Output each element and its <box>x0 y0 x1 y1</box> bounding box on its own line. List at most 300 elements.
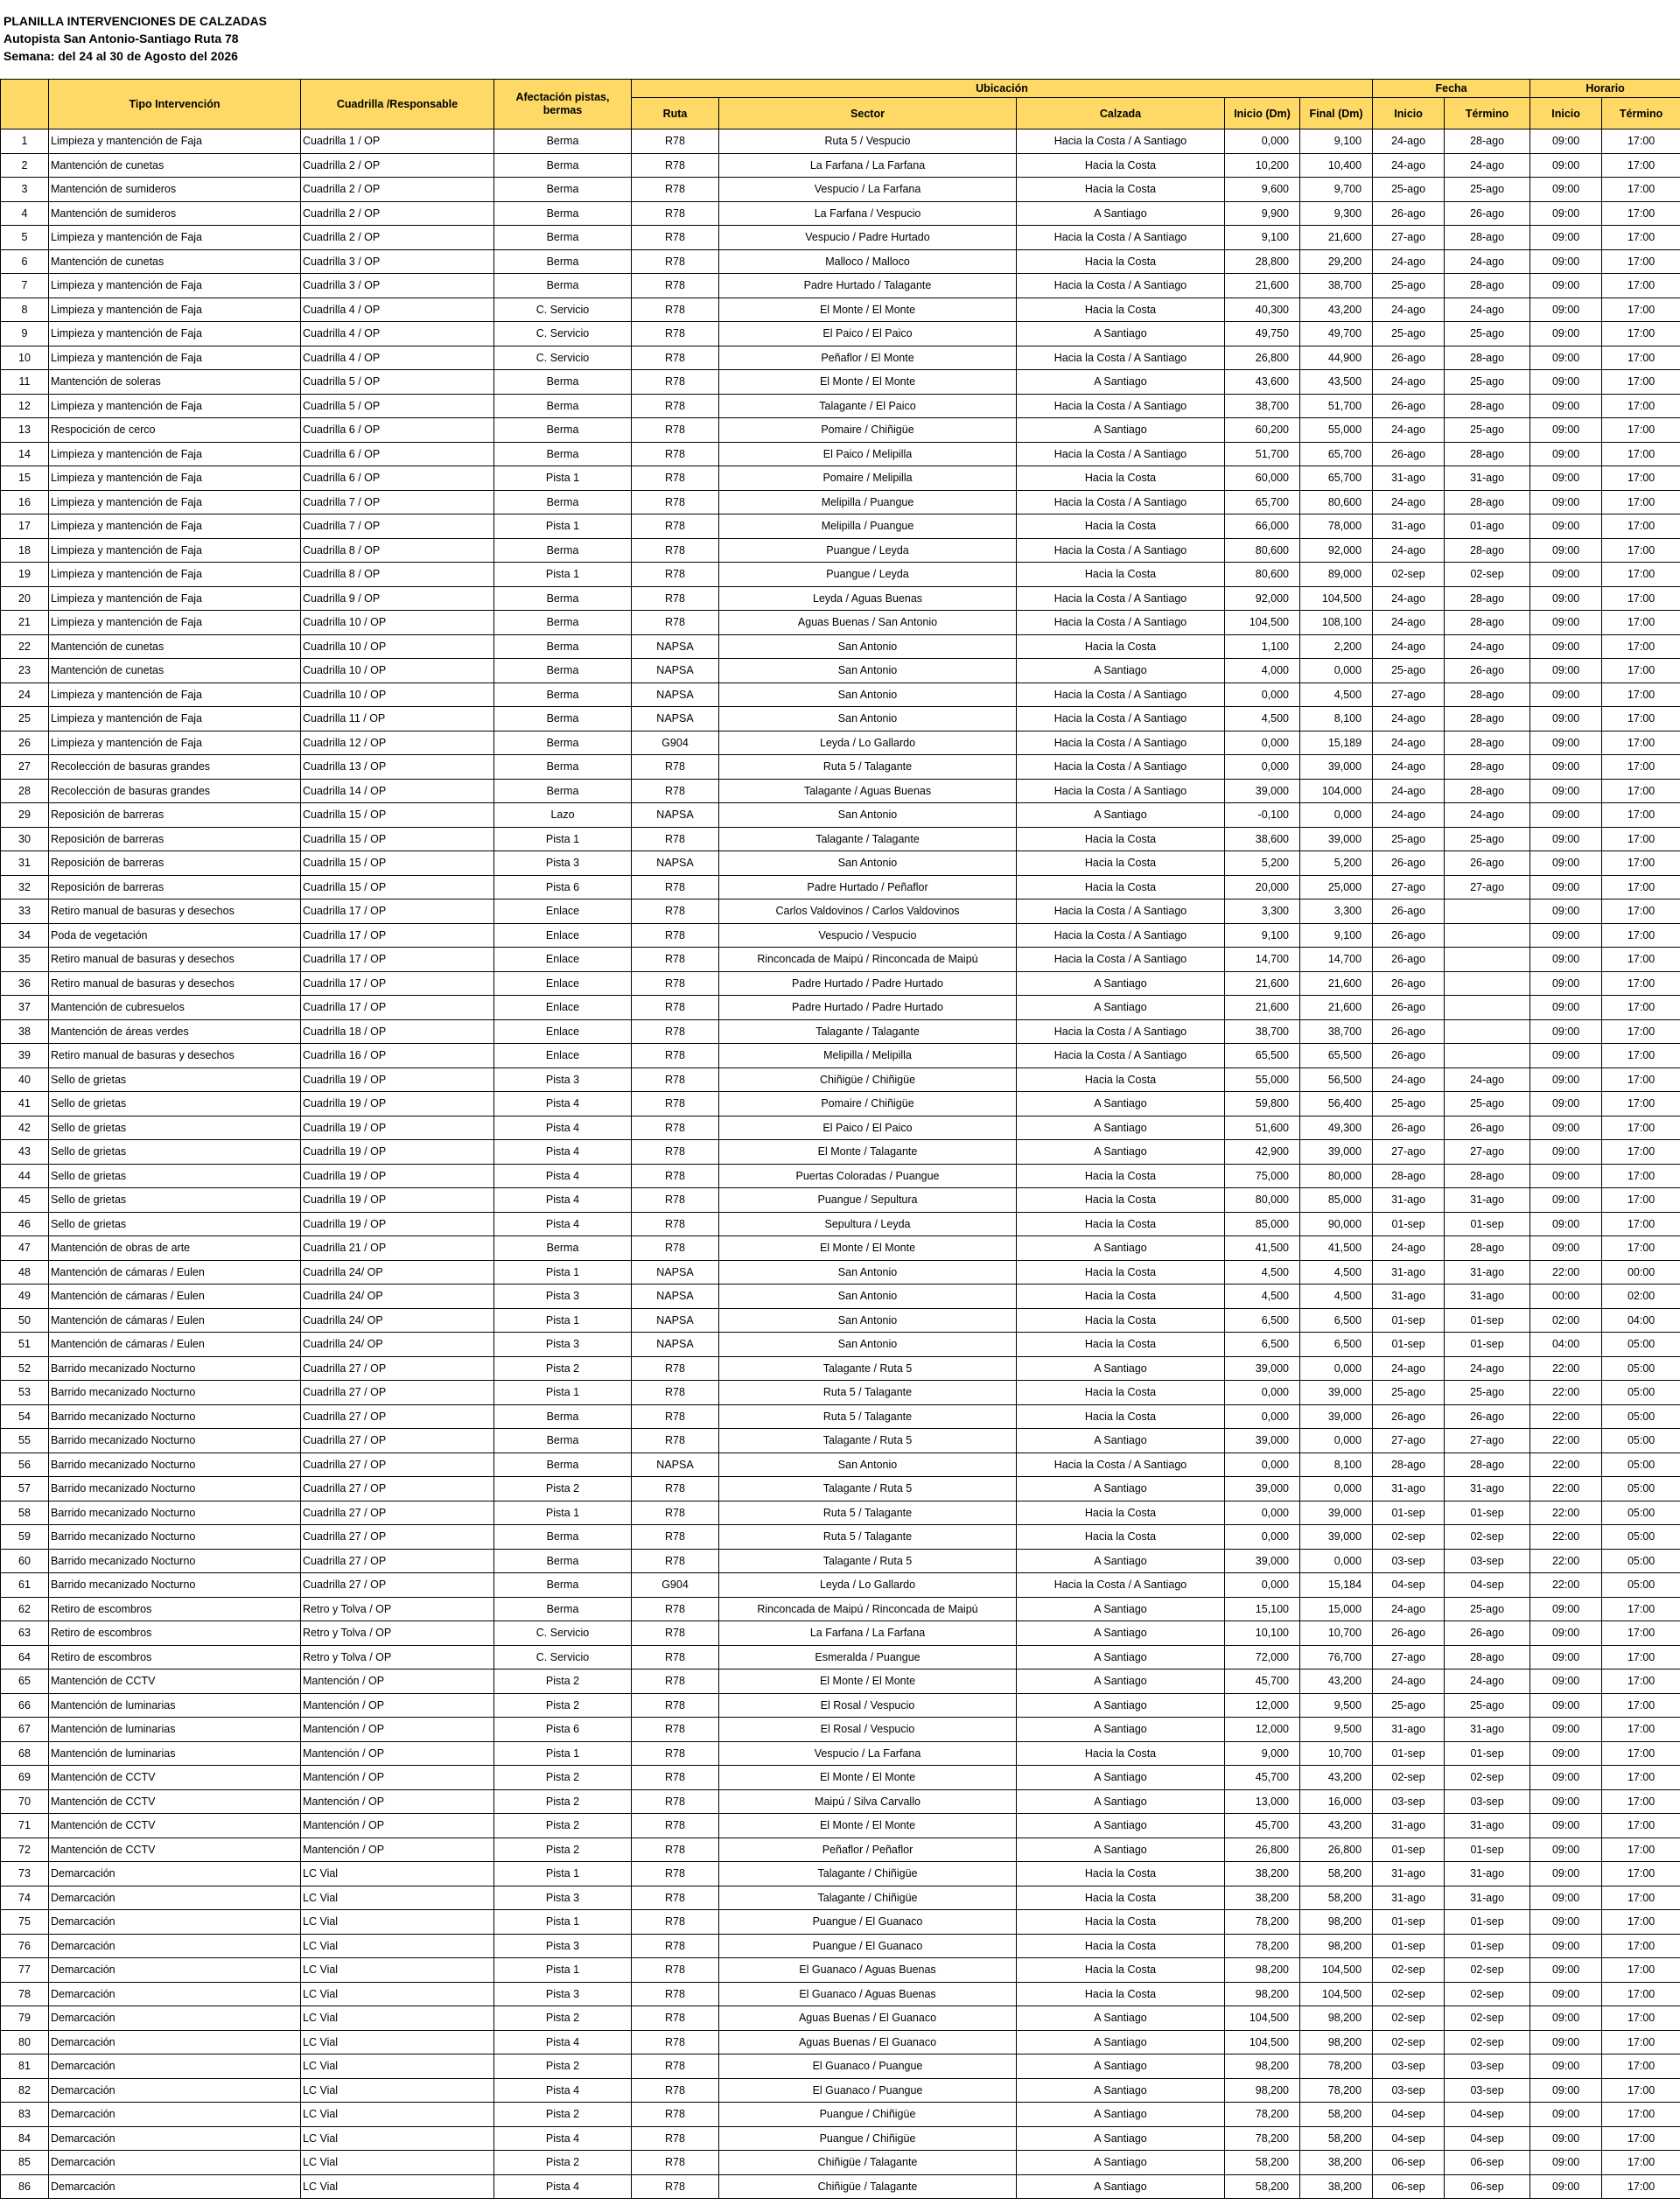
cell-hora-termino: 17:00 <box>1602 611 1680 635</box>
table-row <box>1 827 1680 851</box>
cell-fecha-inicio: 31-ago <box>1373 1718 1445 1742</box>
cell-tipo: Sello de grietas <box>49 1188 301 1213</box>
document-week: Semana: del 24 al 30 de Agosto del 2026 <box>4 49 238 63</box>
cell-afectacion: Pista 4 <box>494 2126 632 2151</box>
cell-inicio-dm: 28,800 <box>1225 249 1300 274</box>
cell-final-dm: 41,500 <box>1300 1236 1373 1261</box>
cell-inicio-dm: 4,500 <box>1225 1260 1300 1284</box>
cell-inicio-dm: 66,000 <box>1225 514 1300 539</box>
cell-sector: Malloco / Malloco <box>719 249 1017 274</box>
cell-final-dm: 26,800 <box>1300 1838 1373 1862</box>
cell-calzada: A Santiago <box>1017 2078 1225 2103</box>
cell-sector: Ruta 5 / Vespucio <box>719 130 1017 154</box>
cell-tipo: Sello de grietas <box>49 1212 301 1236</box>
cell-fecha-termino: 28-ago <box>1445 226 1530 250</box>
cell-fecha-termino: 06-sep <box>1445 2151 1530 2175</box>
cell-sector: Ruta 5 / Talagante <box>719 1501 1017 1525</box>
cell-index: 38 <box>1 1019 49 1044</box>
cell-afectacion: Pista 1 <box>494 1910 632 1935</box>
table-row <box>1 1814 1680 1838</box>
cell-fecha-termino: 25-ago <box>1445 1597 1530 1621</box>
cell-hora-inicio: 22:00 <box>1530 1381 1602 1405</box>
cell-inicio-dm: 42,900 <box>1225 1140 1300 1165</box>
header-hora-inicio: Inicio <box>1530 98 1602 130</box>
cell-hora-inicio: 09:00 <box>1530 611 1602 635</box>
cell-cuadrilla: Cuadrilla 4 / OP <box>301 346 494 370</box>
cell-ruta: R78 <box>632 948 719 972</box>
cell-sector: Puertas Coloradas / Puangue <box>719 1164 1017 1188</box>
cell-fecha-termino: 24-ago <box>1445 634 1530 659</box>
cell-calzada: A Santiago <box>1017 2030 1225 2054</box>
cell-cuadrilla: Cuadrilla 1 / OP <box>301 130 494 154</box>
cell-ruta: G904 <box>632 1573 719 1598</box>
cell-fecha-inicio: 24-ago <box>1373 1597 1445 1621</box>
cell-fecha-termino: 31-ago <box>1445 466 1530 491</box>
cell-fecha-termino: 28-ago <box>1445 538 1530 563</box>
cell-calzada: Hacia la Costa <box>1017 249 1225 274</box>
cell-afectacion: Pista 2 <box>494 2103 632 2127</box>
cell-cuadrilla: Cuadrilla 7 / OP <box>301 490 494 514</box>
cell-hora-termino: 17:00 <box>1602 226 1680 250</box>
table-row <box>1 1766 1680 1790</box>
table-row <box>1 1693 1680 1718</box>
cell-tipo: Demarcación <box>49 2054 301 2079</box>
cell-fecha-inicio: 24-ago <box>1373 779 1445 803</box>
table-row <box>1 490 1680 514</box>
cell-sector: La Farfana / La Farfana <box>719 1621 1017 1646</box>
cell-inicio-dm: 78,200 <box>1225 1934 1300 1958</box>
cell-cuadrilla: LC Vial <box>301 1910 494 1935</box>
cell-hora-termino: 17:00 <box>1602 514 1680 539</box>
cell-sector: Talagante / Aguas Buenas <box>719 779 1017 803</box>
cell-final-dm: 58,200 <box>1300 1886 1373 1910</box>
cell-calzada: A Santiago <box>1017 1718 1225 1742</box>
cell-sector: El Guanaco / Aguas Buenas <box>719 1958 1017 1983</box>
cell-final-dm: 76,700 <box>1300 1645 1373 1670</box>
cell-fecha-termino: 31-ago <box>1445 1718 1530 1742</box>
cell-fecha-inicio: 25-ago <box>1373 178 1445 202</box>
cell-fecha-inicio: 24-ago <box>1373 298 1445 322</box>
cell-inicio-dm: 72,000 <box>1225 1645 1300 1670</box>
cell-ruta: R78 <box>632 1886 719 1910</box>
cell-fecha-termino: 01-sep <box>1445 1501 1530 1525</box>
cell-afectacion: Berma <box>494 1549 632 1573</box>
cell-fecha-inicio: 31-ago <box>1373 1284 1445 1309</box>
cell-final-dm: 78,200 <box>1300 2078 1373 2103</box>
cell-cuadrilla: Cuadrilla 27 / OP <box>301 1501 494 1525</box>
cell-ruta: R78 <box>632 538 719 563</box>
cell-index: 73 <box>1 1862 49 1886</box>
cell-ruta: R78 <box>632 923 719 948</box>
cell-hora-termino: 17:00 <box>1602 803 1680 828</box>
cell-final-dm: 44,900 <box>1300 346 1373 370</box>
cell-index: 34 <box>1 923 49 948</box>
cell-calzada: Hacia la Costa / A Santiago <box>1017 442 1225 466</box>
cell-fecha-termino: 28-ago <box>1445 731 1530 755</box>
cell-final-dm: 0,000 <box>1300 659 1373 683</box>
cell-hora-termino: 17:00 <box>1602 370 1680 395</box>
cell-final-dm: 39,000 <box>1300 1525 1373 1550</box>
cell-final-dm: 10,700 <box>1300 1621 1373 1646</box>
cell-afectacion: C. Servicio <box>494 346 632 370</box>
cell-inicio-dm: 92,000 <box>1225 586 1300 611</box>
cell-inicio-dm: 15,100 <box>1225 1597 1300 1621</box>
cell-sector: El Rosal / Vespucio <box>719 1693 1017 1718</box>
cell-cuadrilla: Cuadrilla 6 / OP <box>301 442 494 466</box>
cell-index: 80 <box>1 2030 49 2054</box>
cell-calzada: Hacia la Costa <box>1017 1982 1225 2006</box>
cell-hora-inicio: 09:00 <box>1530 1068 1602 1092</box>
cell-fecha-termino: 02-sep <box>1445 1958 1530 1983</box>
cell-index: 78 <box>1 1982 49 2006</box>
cell-inicio-dm: 10,200 <box>1225 153 1300 178</box>
cell-cuadrilla: Cuadrilla 27 / OP <box>301 1573 494 1598</box>
cell-sector: San Antonio <box>719 682 1017 707</box>
cell-hora-termino: 17:00 <box>1602 490 1680 514</box>
cell-hora-inicio: 09:00 <box>1530 2078 1602 2103</box>
cell-hora-termino: 17:00 <box>1602 1862 1680 1886</box>
cell-fecha-inicio: 24-ago <box>1373 153 1445 178</box>
cell-inicio-dm: 10,100 <box>1225 1621 1300 1646</box>
cell-hora-termino: 17:00 <box>1602 1670 1680 1694</box>
cell-cuadrilla: Mantención / OP <box>301 1766 494 1790</box>
header-final-dm: Final (Dm) <box>1300 98 1373 130</box>
cell-afectacion: Pista 3 <box>494 1886 632 1910</box>
cell-fecha-inicio: 24-ago <box>1373 130 1445 154</box>
cell-calzada: A Santiago <box>1017 322 1225 346</box>
cell-ruta: G904 <box>632 731 719 755</box>
cell-cuadrilla: LC Vial <box>301 2054 494 2079</box>
cell-afectacion: Berma <box>494 586 632 611</box>
cell-index: 37 <box>1 996 49 1020</box>
cell-final-dm: 43,200 <box>1300 1766 1373 1790</box>
cell-inicio-dm: 38,200 <box>1225 1862 1300 1886</box>
cell-calzada: A Santiago <box>1017 1597 1225 1621</box>
cell-cuadrilla: Cuadrilla 2 / OP <box>301 178 494 202</box>
cell-calzada: A Santiago <box>1017 1621 1225 1646</box>
cell-index: 77 <box>1 1958 49 1983</box>
cell-sector: El Monte / El Monte <box>719 370 1017 395</box>
cell-afectacion: Enlace <box>494 923 632 948</box>
cell-index: 6 <box>1 249 49 274</box>
table-row <box>1 948 1680 972</box>
cell-hora-termino: 05:00 <box>1602 1452 1680 1477</box>
cell-cuadrilla: LC Vial <box>301 2006 494 2031</box>
cell-afectacion: Berma <box>494 731 632 755</box>
cell-inicio-dm: 80,600 <box>1225 563 1300 587</box>
table-row <box>1 659 1680 683</box>
cell-fecha-termino <box>1445 923 1530 948</box>
table-row <box>1 1164 1680 1188</box>
cell-index: 48 <box>1 1260 49 1284</box>
cell-fecha-termino: 06-sep <box>1445 2174 1530 2199</box>
cell-hora-inicio: 09:00 <box>1530 948 1602 972</box>
cell-final-dm: 29,200 <box>1300 249 1373 274</box>
cell-tipo: Mantención de cubresuelos <box>49 996 301 1020</box>
cell-tipo: Limpieza y mantención de Faja <box>49 682 301 707</box>
cell-calzada: Hacia la Costa / A Santiago <box>1017 1019 1225 1044</box>
cell-index: 74 <box>1 1886 49 1910</box>
cell-sector: Chiñigüe / Chiñigüe <box>719 1068 1017 1092</box>
cell-final-dm: 15,189 <box>1300 731 1373 755</box>
cell-hora-inicio: 09:00 <box>1530 178 1602 202</box>
cell-sector: El Monte / El Monte <box>719 1814 1017 1838</box>
cell-fecha-inicio: 26-ago <box>1373 1019 1445 1044</box>
cell-index: 40 <box>1 1068 49 1092</box>
cell-inicio-dm: 39,000 <box>1225 1356 1300 1381</box>
cell-tipo: Mantención de CCTV <box>49 1766 301 1790</box>
cell-index: 7 <box>1 274 49 298</box>
cell-afectacion: Pista 3 <box>494 1333 632 1357</box>
cell-tipo: Retiro manual de basuras y desechos <box>49 948 301 972</box>
cell-index: 41 <box>1 1092 49 1116</box>
cell-sector: El Paico / El Paico <box>719 1116 1017 1140</box>
cell-calzada: A Santiago <box>1017 418 1225 443</box>
cell-cuadrilla: Cuadrilla 19 / OP <box>301 1164 494 1188</box>
cell-fecha-inicio: 26-ago <box>1373 948 1445 972</box>
cell-hora-termino: 17:00 <box>1602 1092 1680 1116</box>
cell-final-dm: 98,200 <box>1300 1910 1373 1935</box>
cell-hora-inicio: 09:00 <box>1530 731 1602 755</box>
cell-index: 21 <box>1 611 49 635</box>
cell-fecha-inicio: 31-ago <box>1373 1814 1445 1838</box>
cell-afectacion: Pista 2 <box>494 1477 632 1502</box>
cell-fecha-termino: 28-ago <box>1445 394 1530 418</box>
cell-tipo: Demarcación <box>49 2126 301 2151</box>
cell-fecha-inicio: 01-sep <box>1373 1333 1445 1357</box>
cell-index: 5 <box>1 226 49 250</box>
cell-ruta: NAPSA <box>632 682 719 707</box>
cell-final-dm: 38,700 <box>1300 1019 1373 1044</box>
cell-hora-inicio: 09:00 <box>1530 466 1602 491</box>
cell-hora-inicio: 09:00 <box>1530 1019 1602 1044</box>
cell-afectacion: Berma <box>494 1597 632 1621</box>
cell-ruta: R78 <box>632 2126 719 2151</box>
cell-fecha-termino: 28-ago <box>1445 442 1530 466</box>
cell-tipo: Mantención de luminarias <box>49 1741 301 1766</box>
cell-afectacion: Pista 3 <box>494 1068 632 1092</box>
cell-tipo: Respocición de cerco <box>49 418 301 443</box>
cell-sector: Leyda / Aguas Buenas <box>719 586 1017 611</box>
cell-sector: San Antonio <box>719 1260 1017 1284</box>
cell-afectacion: Lazo <box>494 803 632 828</box>
cell-fecha-termino: 26-ago <box>1445 659 1530 683</box>
cell-hora-termino: 17:00 <box>1602 682 1680 707</box>
cell-hora-inicio: 09:00 <box>1530 2006 1602 2031</box>
cell-fecha-inicio: 26-ago <box>1373 996 1445 1020</box>
cell-fecha-inicio: 02-sep <box>1373 2006 1445 2031</box>
table-row <box>1 1308 1680 1333</box>
document-title: PLANILLA INTERVENCIONES DE CALZADAS <box>4 14 268 28</box>
cell-fecha-inicio: 25-ago <box>1373 659 1445 683</box>
cell-tipo: Poda de vegetación <box>49 923 301 948</box>
cell-hora-termino: 17:00 <box>1602 1693 1680 1718</box>
cell-index: 56 <box>1 1452 49 1477</box>
cell-hora-termino: 17:00 <box>1602 1140 1680 1165</box>
header-inicio-dm: Inicio (Dm) <box>1225 98 1300 130</box>
cell-fecha-termino: 02-sep <box>1445 1525 1530 1550</box>
cell-calzada: A Santiago <box>1017 1429 1225 1453</box>
cell-calzada: A Santiago <box>1017 1645 1225 1670</box>
cell-afectacion: Enlace <box>494 1044 632 1068</box>
cell-sector: Talagante / Talagante <box>719 827 1017 851</box>
cell-tipo: Demarcación <box>49 2174 301 2199</box>
cell-cuadrilla: Cuadrilla 27 / OP <box>301 1525 494 1550</box>
cell-tipo: Sello de grietas <box>49 1164 301 1188</box>
cell-calzada: A Santiago <box>1017 2126 1225 2151</box>
cell-cuadrilla: Mantención / OP <box>301 1693 494 1718</box>
cell-inicio-dm: 78,200 <box>1225 2103 1300 2127</box>
cell-fecha-termino: 26-ago <box>1445 1404 1530 1429</box>
cell-sector: Pomaire / Melipilla <box>719 466 1017 491</box>
cell-afectacion: Pista 1 <box>494 827 632 851</box>
cell-sector: Puangue / Leyda <box>719 538 1017 563</box>
cell-calzada: A Santiago <box>1017 996 1225 1020</box>
cell-index: 44 <box>1 1164 49 1188</box>
table-row <box>1 1597 1680 1621</box>
cell-hora-termino: 17:00 <box>1602 1958 1680 1983</box>
cell-hora-termino: 17:00 <box>1602 1116 1680 1140</box>
cell-sector: Sepultura / Leyda <box>719 1212 1017 1236</box>
cell-fecha-inicio: 02-sep <box>1373 563 1445 587</box>
cell-hora-termino: 17:00 <box>1602 563 1680 587</box>
cell-fecha-termino <box>1445 948 1530 972</box>
cell-fecha-inicio: 31-ago <box>1373 514 1445 539</box>
cell-final-dm: 108,100 <box>1300 611 1373 635</box>
cell-tipo: Demarcación <box>49 2030 301 2054</box>
cell-calzada: A Santiago <box>1017 2151 1225 2175</box>
cell-tipo: Retiro manual de basuras y desechos <box>49 1044 301 1068</box>
cell-hora-inicio: 09:00 <box>1530 803 1602 828</box>
cell-index: 82 <box>1 2078 49 2103</box>
cell-fecha-inicio: 06-sep <box>1373 2174 1445 2199</box>
cell-inicio-dm: 12,000 <box>1225 1693 1300 1718</box>
cell-sector: Peñaflor / El Monte <box>719 346 1017 370</box>
cell-inicio-dm: 78,200 <box>1225 2126 1300 2151</box>
document-subtitle: Autopista San Antonio-Santiago Ruta 78 <box>4 32 239 46</box>
cell-ruta: NAPSA <box>632 1452 719 1477</box>
cell-index: 59 <box>1 1525 49 1550</box>
table-row <box>1 2174 1680 2199</box>
cell-ruta: NAPSA <box>632 659 719 683</box>
cell-fecha-inicio: 27-ago <box>1373 875 1445 900</box>
cell-final-dm: 6,500 <box>1300 1333 1373 1357</box>
cell-fecha-termino: 28-ago <box>1445 1452 1530 1477</box>
cell-hora-inicio: 09:00 <box>1530 1741 1602 1766</box>
cell-inicio-dm: 26,800 <box>1225 346 1300 370</box>
cell-final-dm: 16,000 <box>1300 1789 1373 1814</box>
cell-calzada: Hacia la Costa <box>1017 1501 1225 1525</box>
cell-ruta: R78 <box>632 394 719 418</box>
cell-sector: La Farfana / La Farfana <box>719 153 1017 178</box>
cell-afectacion: Pista 3 <box>494 1934 632 1958</box>
cell-inicio-dm: 21,600 <box>1225 996 1300 1020</box>
cell-cuadrilla: Mantención / OP <box>301 1670 494 1694</box>
cell-tipo: Barrido mecanizado Nocturno <box>49 1452 301 1477</box>
cell-fecha-termino: 28-ago <box>1445 346 1530 370</box>
cell-final-dm: 104,500 <box>1300 586 1373 611</box>
cell-cuadrilla: LC Vial <box>301 1982 494 2006</box>
header-tipo: Tipo Intervención <box>49 80 301 130</box>
cell-cuadrilla: LC Vial <box>301 1886 494 1910</box>
cell-tipo: Reposición de barreras <box>49 827 301 851</box>
cell-sector: El Rosal / Vespucio <box>719 1718 1017 1742</box>
cell-hora-termino: 17:00 <box>1602 1068 1680 1092</box>
cell-final-dm: 9,300 <box>1300 201 1373 226</box>
table-row <box>1 1741 1680 1766</box>
cell-fecha-termino: 25-ago <box>1445 827 1530 851</box>
cell-index: 32 <box>1 875 49 900</box>
cell-final-dm: 15,184 <box>1300 1573 1373 1598</box>
cell-hora-inicio: 09:00 <box>1530 1886 1602 1910</box>
cell-inicio-dm: 0,000 <box>1225 731 1300 755</box>
cell-index: 65 <box>1 1670 49 1694</box>
cell-cuadrilla: Retro y Tolva / OP <box>301 1645 494 1670</box>
cell-afectacion: Berma <box>494 634 632 659</box>
cell-afectacion: C. Servicio <box>494 322 632 346</box>
cell-afectacion: Pista 2 <box>494 1766 632 1790</box>
cell-final-dm: 39,000 <box>1300 755 1373 780</box>
cell-calzada: A Santiago <box>1017 2103 1225 2127</box>
cell-final-dm: 98,200 <box>1300 2030 1373 2054</box>
cell-hora-inicio: 09:00 <box>1530 346 1602 370</box>
cell-fecha-termino: 31-ago <box>1445 1886 1530 1910</box>
cell-hora-inicio: 09:00 <box>1530 322 1602 346</box>
cell-tipo: Barrido mecanizado Nocturno <box>49 1525 301 1550</box>
cell-inicio-dm: 0,000 <box>1225 130 1300 154</box>
cell-sector: Puangue / Chiñigüe <box>719 2126 1017 2151</box>
cell-index: 1 <box>1 130 49 154</box>
cell-ruta: R78 <box>632 2078 719 2103</box>
cell-fecha-inicio: 04-sep <box>1373 1573 1445 1598</box>
table-row <box>1 1886 1680 1910</box>
table-row <box>1 1429 1680 1453</box>
table-row <box>1 226 1680 250</box>
cell-cuadrilla: Cuadrilla 5 / OP <box>301 394 494 418</box>
cell-index: 52 <box>1 1356 49 1381</box>
cell-inicio-dm: 9,100 <box>1225 923 1300 948</box>
cell-fecha-termino: 31-ago <box>1445 1814 1530 1838</box>
cell-hora-termino: 17:00 <box>1602 466 1680 491</box>
cell-fecha-inicio: 26-ago <box>1373 1044 1445 1068</box>
cell-fecha-termino: 01-sep <box>1445 1308 1530 1333</box>
cell-fecha-inicio: 31-ago <box>1373 1862 1445 1886</box>
cell-ruta: R78 <box>632 1356 719 1381</box>
cell-hora-termino: 05:00 <box>1602 1477 1680 1502</box>
cell-cuadrilla: Cuadrilla 15 / OP <box>301 803 494 828</box>
table-row <box>1 274 1680 298</box>
table-row <box>1 2078 1680 2103</box>
cell-fecha-termino: 27-ago <box>1445 1140 1530 1165</box>
cell-inicio-dm: 75,000 <box>1225 1164 1300 1188</box>
cell-fecha-inicio: 28-ago <box>1373 1452 1445 1477</box>
cell-tipo: Mantención de soleras <box>49 370 301 395</box>
cell-hora-termino: 04:00 <box>1602 1308 1680 1333</box>
cell-afectacion: Pista 1 <box>494 1381 632 1405</box>
cell-sector: Padre Hurtado / Padre Hurtado <box>719 971 1017 996</box>
cell-hora-inicio: 09:00 <box>1530 226 1602 250</box>
cell-hora-termino: 05:00 <box>1602 1356 1680 1381</box>
cell-afectacion: Berma <box>494 1236 632 1261</box>
cell-inicio-dm: 38,600 <box>1225 827 1300 851</box>
cell-calzada: A Santiago <box>1017 803 1225 828</box>
cell-fecha-inicio: 24-ago <box>1373 1356 1445 1381</box>
cell-index: 27 <box>1 755 49 780</box>
cell-fecha-termino: 24-ago <box>1445 1670 1530 1694</box>
cell-hora-inicio: 09:00 <box>1530 490 1602 514</box>
header-group-ubicacion: Ubicación <box>632 80 1373 98</box>
cell-afectacion: Berma <box>494 201 632 226</box>
